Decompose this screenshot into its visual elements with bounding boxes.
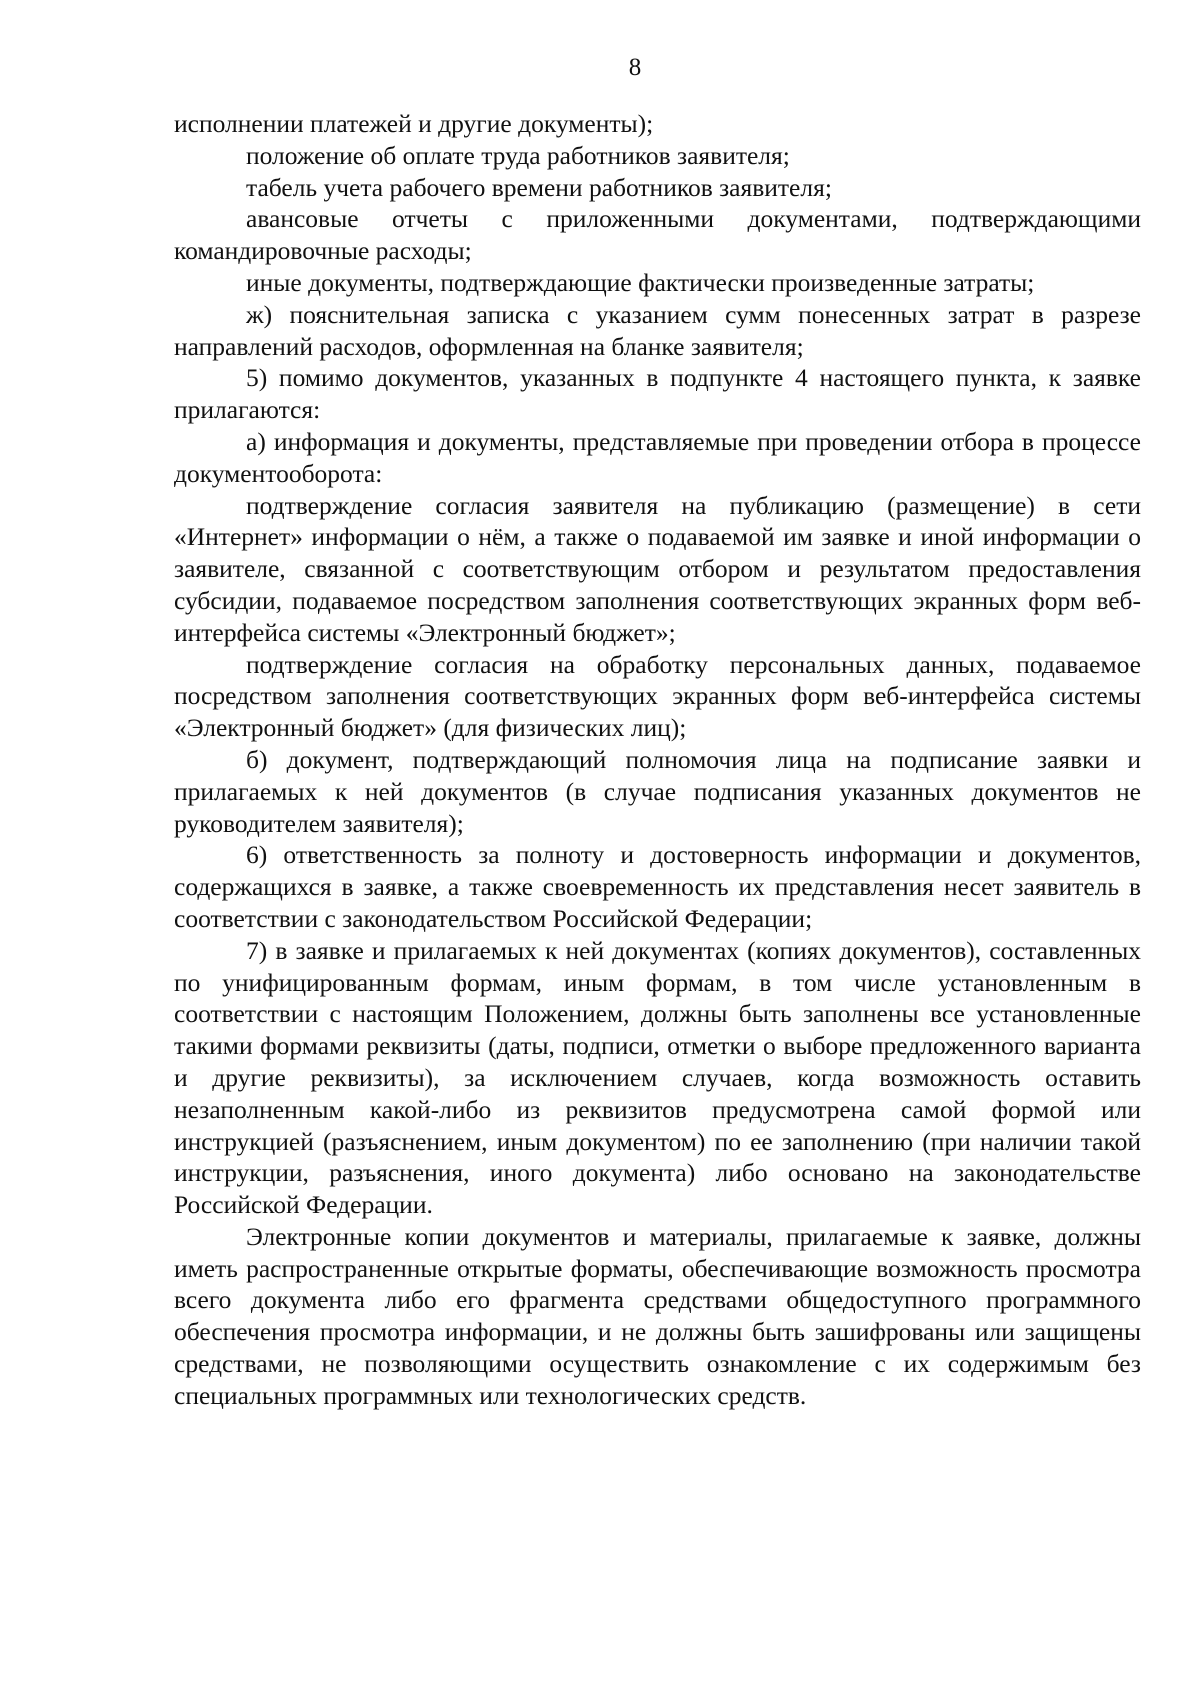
paragraph: исполнении платежей и другие документы); — [174, 109, 654, 138]
paragraph: 7) в заявке и прилагаемых к ней документах (копиях документов), составленных по унифицированным формам, иным формам, в том числе установленным в соответствии с настоящим Положением, должны быть заполнены все установленные такими формами реквизиты (даты, подписи, отметки о выборе предложенного варианта и другие реквизиты), за исключением случаев, когда возможность оставить незаполненным какой-либо из реквизитов предусмотрена самой формой или инструкцией (разъяснением, иным документом) по ее заполнению (при наличии такой инструкции, разъяснения, иного документа) либо основано на законодательстве Российской Федерации. — [174, 935, 1141, 1220]
paragraph: подтверждение согласия заявителя на публикацию (размещение) в сети «Интернет» информации о нём, а также о подаваемой им заявке и иной информации о заявителе, связанной с соответствующим отбором и результатом предоставления субсидии, подаваемое посредством заполнения соответствующих экранных форм веб-интерфейса системы «Электронный бюджет»; — [174, 490, 1141, 647]
paragraph: положение об оплате труда работников заявителя; — [246, 140, 790, 170]
paragraph: авансовые отчеты с приложенными документами, подтверждающими командировочные расходы; — [174, 204, 1141, 266]
paragraph: подтверждение согласия на обработку персональных данных, подаваемое посредством заполнения соответствующих экранных форм веб-интерфейса системы «Электронный бюджет» (для физических лиц); — [174, 649, 1141, 743]
paragraph: ж) пояснительная записка с указанием сумм понесенных затрат в разрезе направлений расходов, оформленная на бланке заявителя; — [174, 299, 1141, 361]
paragraph: 6) ответственность за полноту и достоверность информации и документов, содержащихся в заявке, а также своевременность их представления несет заявитель в соответствии с законодательством Российской Федерации; — [174, 840, 1141, 933]
paragraph: 5) помимо документов, указанных в подпункте 4 настоящего пункта, к заявке прилагаются: — [174, 363, 1141, 425]
paragraph: Электронные копии документов и материалы, прилагаемые к заявке, должны иметь распространенные открытые форматы, обеспечивающие возможность просмотра всего документа либо его фрагмента средствами общедоступного программного обеспечения просмотра информации, и не должны быть зашифрованы или защищены средствами, не позволяющими осуществить ознакомление с их содержимым без специальных программных или технологических средств. — [174, 1221, 1141, 1410]
paragraph: табель учета рабочего времени работников заявителя; — [246, 172, 832, 202]
page-number: 8 — [628, 54, 642, 81]
paragraph: иные документы, подтверждающие фактически произведенные затраты; — [246, 267, 1035, 297]
paragraph: б) документ, подтверждающий полномочия лица на подписание заявки и прилагаемых к ней документов (в случае подписания указанных документов не руководителем заявителя); — [174, 744, 1141, 838]
document-body — [174, 108, 1141, 1412]
paragraph: а) информация и документы, представляемые при проведении отбора в процессе документооборота: — [174, 426, 1141, 488]
